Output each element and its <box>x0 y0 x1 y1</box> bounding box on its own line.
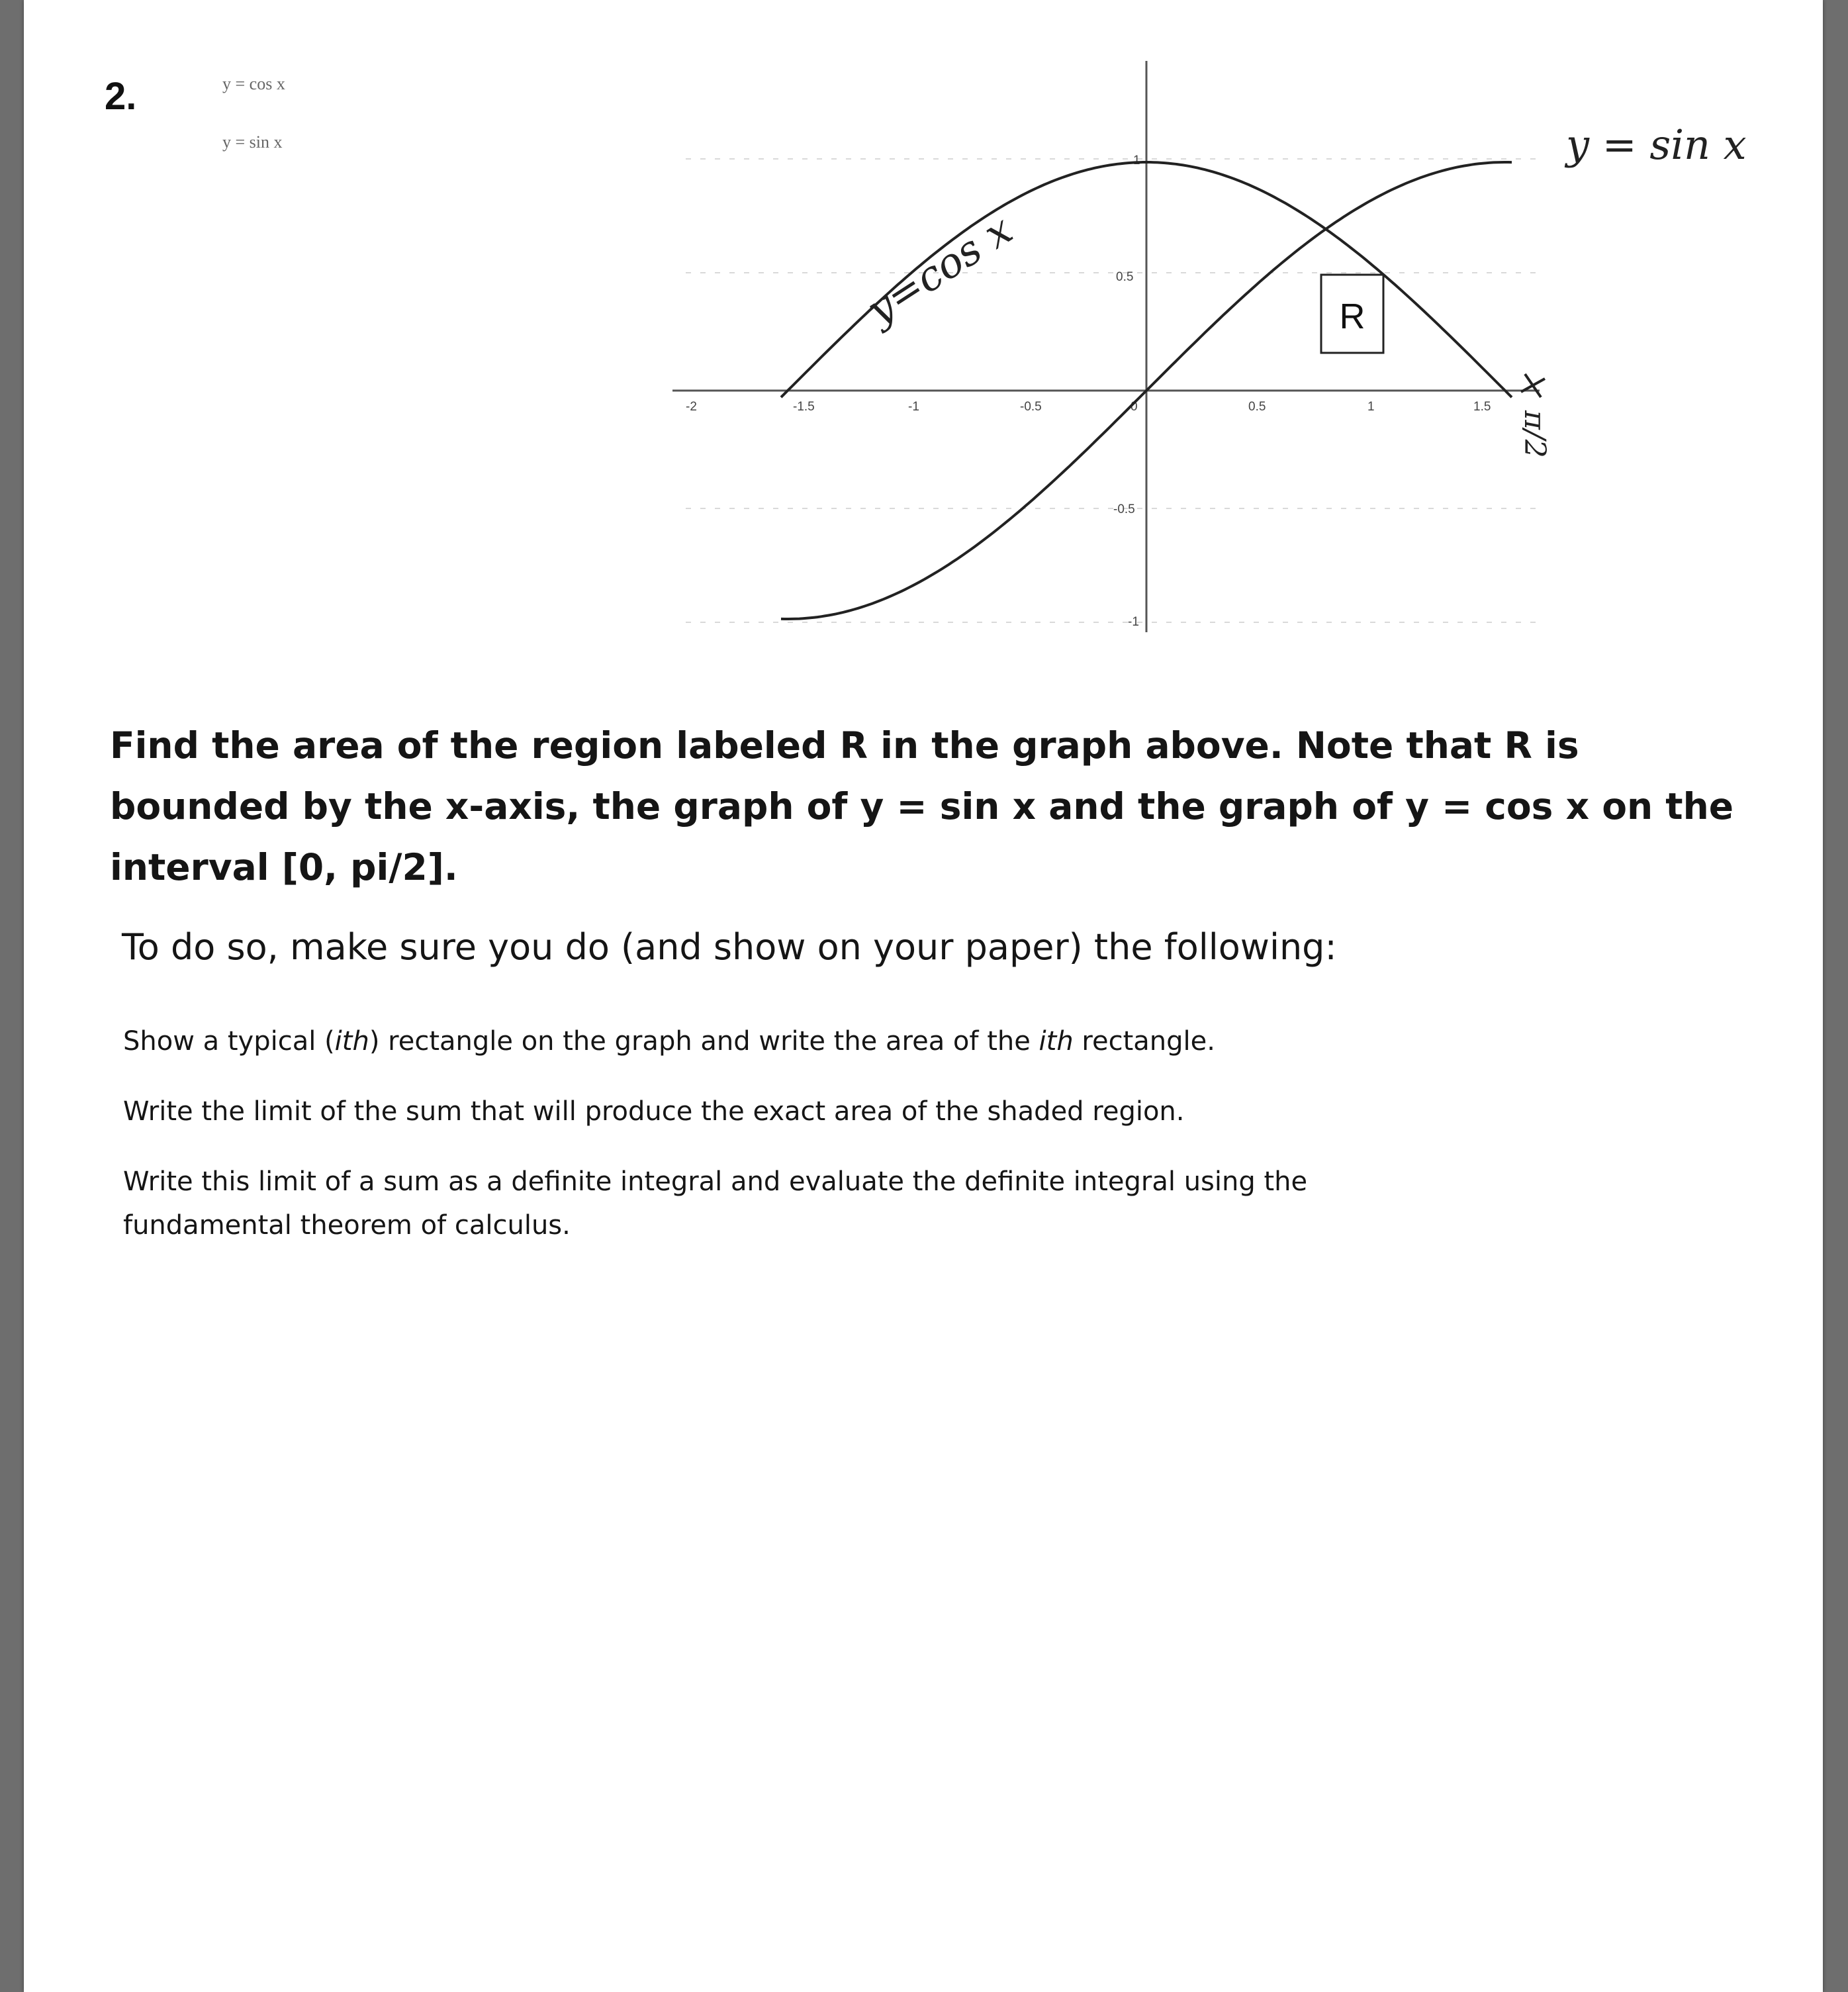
pi-over-2-marker <box>1518 374 1551 458</box>
step-2: Write the limit of the sum that will produce the exact area of the shaded region. <box>123 1096 1185 1127</box>
x-tick-neg2: -2 <box>686 400 697 414</box>
x-tick-neg15: -1.5 <box>793 400 815 414</box>
y-tick-1: 1 <box>1133 154 1140 167</box>
document-page <box>24 0 1823 1992</box>
trig-graph <box>24 0 1823 662</box>
viewer-edge-left <box>0 0 24 1992</box>
x-tick-05: 0.5 <box>1248 400 1266 414</box>
handwritten-pi-over-2: π/2 <box>1518 410 1551 458</box>
x-tick-1: 1 <box>1367 400 1375 414</box>
x-tick-neg1: -1 <box>908 400 919 414</box>
viewer-edge-right <box>1823 0 1848 1992</box>
handwritten-cos-label: y=cos x <box>858 205 1021 334</box>
step-1-mid: ) rectangle on the graph and write the area of the <box>369 1026 1039 1057</box>
step-1-ith-2: ith <box>1039 1026 1074 1057</box>
y-tick-neg1: -1 <box>1128 615 1139 629</box>
legend-sin: y = sin x <box>222 132 283 152</box>
step-1 <box>123 1020 1447 1063</box>
question-main-text: Find the area of the region labeled R in the graph above. Note that R is bounded by the x-axis, the graph of y = sin x and the graph of y = cos x on the interval [0, pi/2]. <box>110 724 1734 888</box>
step-1-ith: ith <box>334 1026 369 1057</box>
y-tick-05: 0.5 <box>1116 270 1134 284</box>
step-1-prefix: Show a typical ( <box>123 1026 335 1057</box>
x-tick-15: 1.5 <box>1473 400 1491 414</box>
step-3: Write this limit of a sum as a definite integral and evaluate the definite integral using the fundamental theorem of calculus. <box>123 1166 1308 1241</box>
handwritten-sin-label: y = sin x <box>1566 120 1747 169</box>
problem-number: 2. <box>105 75 137 118</box>
legend-cos: y = cos x <box>222 74 285 93</box>
y-tick-neg05: -0.5 <box>1113 502 1135 516</box>
instructions-intro: To do so, make sure you do (and show on your paper) the following: <box>122 926 1337 968</box>
region-label: R <box>1339 297 1365 336</box>
x-tick-0: 0 <box>1131 400 1138 414</box>
x-tick-neg05: -0.5 <box>1020 400 1042 414</box>
step-1-suffix: rectangle. <box>1073 1026 1215 1057</box>
